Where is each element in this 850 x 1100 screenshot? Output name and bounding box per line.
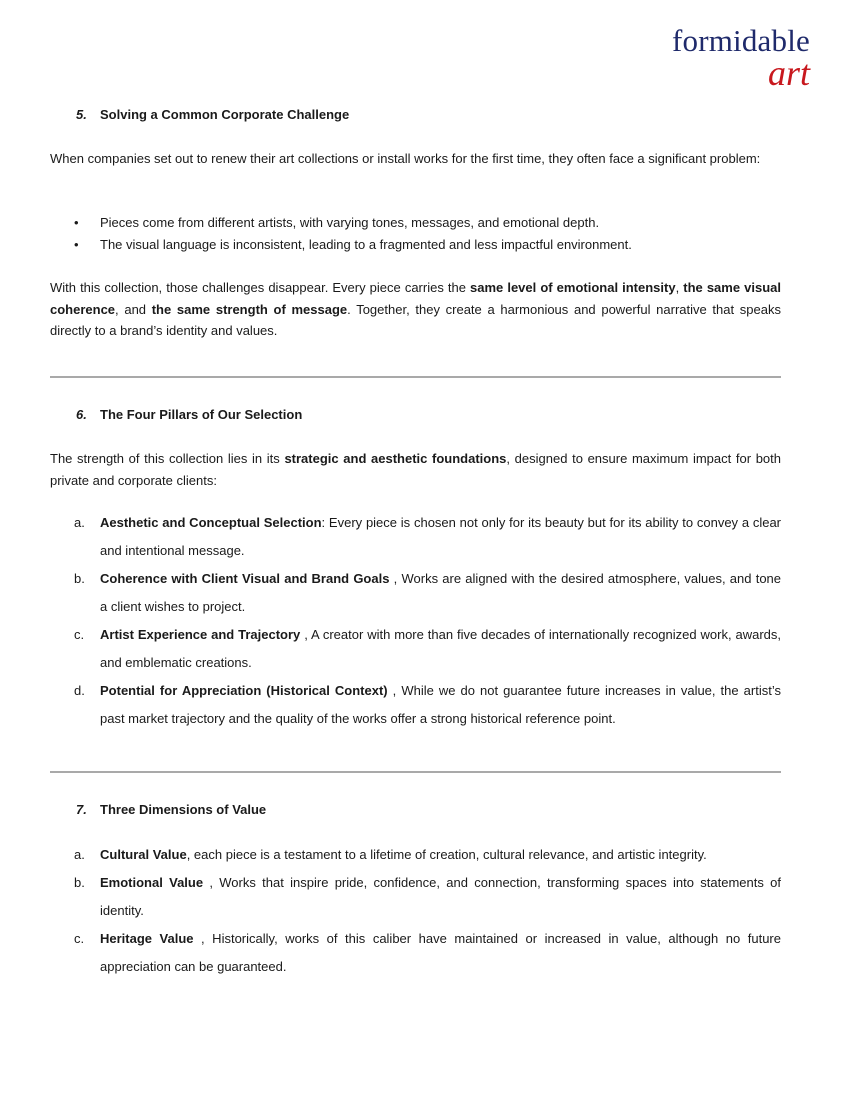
section-5-title: Solving a Common Corporate Challenge xyxy=(100,107,350,122)
list-letter: b. xyxy=(74,875,85,890)
list-item-title: Cultural Value xyxy=(100,847,187,862)
section-7-number: 7. xyxy=(76,802,87,817)
section-6-pillars-list xyxy=(50,509,781,733)
section-5-intro: When companies set out to renew their art collections or install works for the first time, they often face a significant problem: xyxy=(50,151,761,166)
logo-text-top: formidable xyxy=(671,23,810,58)
list-item-text: , A creator with more than five decades of internationally recognized work, awards, and emblematic creations. xyxy=(100,627,781,670)
list-letter: d. xyxy=(74,683,85,698)
section-6-intro: The strength of this collection lies in its strategic and aesthetic foundations, designed to ensure maximum impact for both private and corporate clients: xyxy=(50,451,782,488)
section-5-number: 5. xyxy=(76,107,87,122)
list-item xyxy=(50,509,781,565)
list-item-title: Potential for Appreciation (Historical Context) xyxy=(100,683,388,698)
list-item xyxy=(50,621,781,677)
bullet-icon: • xyxy=(74,236,79,252)
logo-text-bottom: art xyxy=(767,53,810,93)
emphasis: the same strength of message xyxy=(151,301,348,317)
section-7-heading xyxy=(76,802,266,817)
section-5-heading xyxy=(76,107,349,122)
list-item-title: Emotional Value xyxy=(100,875,204,890)
list-item xyxy=(50,234,781,256)
list-item xyxy=(50,925,781,981)
section-5-bullet-list xyxy=(50,212,781,255)
list-letter: c. xyxy=(74,627,85,642)
bullet-icon: • xyxy=(74,215,79,230)
list-item xyxy=(50,869,781,925)
section-6-number: 6. xyxy=(76,407,87,422)
brand-logo xyxy=(671,23,810,93)
list-item-text: : Every piece is chosen not only for its beauty but for its ability to convey a clear and intentional message. xyxy=(100,515,782,558)
list-letter: b. xyxy=(74,571,85,586)
list-letter: a. xyxy=(74,847,85,862)
list-item xyxy=(50,841,781,869)
list-item-title: Artist Experience and Trajectory xyxy=(100,627,301,642)
list-item xyxy=(50,212,781,234)
list-letter: a. xyxy=(74,515,85,530)
list-item-text: , Historically, works of this caliber have maintained or increased in value, although no future appreciation can be guaranteed. xyxy=(100,931,781,974)
list-item-text: , While we do not guarantee future increases in value, the artist’s past market trajectory and the quality of the works offer a strong historical reference point. xyxy=(100,683,781,726)
list-item-text: , each piece is a testament to a lifetime of creation, cultural relevance, and artistic integrity. xyxy=(186,847,707,862)
section-7-values-list xyxy=(50,841,781,981)
list-item-title: Aesthetic and Conceptual Selection xyxy=(100,515,322,530)
list-item-text: Pieces come from different artists, with varying tones, messages, and emotional depth. xyxy=(100,215,600,230)
list-item xyxy=(50,565,781,621)
list-item-text: , Works that inspire pride, confidence, and connection, transforming spaces into statements of identity. xyxy=(100,875,781,918)
list-item-title: Heritage Value xyxy=(100,931,194,946)
list-item-text: The visual language is inconsistent, leading to a fragmented and less impactful environment. xyxy=(100,236,632,252)
section-6-heading xyxy=(76,407,302,422)
emphasis: same level of emotional intensity xyxy=(470,280,676,295)
list-item-title: Coherence with Client Visual and Brand Goals xyxy=(100,571,390,586)
list-letter: c. xyxy=(74,931,85,946)
section-5-closing: With this collection, those challenges disappear. Every piece carries the same level of emotional intensity, the same visual coherence, and the same strength of message. Together, they create a harmonious and powerful narrative that speaks directly to a brand’s identity and values. xyxy=(50,280,781,338)
list-item xyxy=(50,677,781,733)
section-7-title: Three Dimensions of Value xyxy=(100,802,267,817)
section-divider xyxy=(50,376,781,378)
section-6-title: The Four Pillars of Our Selection xyxy=(100,407,303,422)
section-divider xyxy=(50,771,781,773)
list-item-text: , Works are aligned with the desired atmosphere, values, and tone a client wishes to project. xyxy=(100,571,782,614)
emphasis: the same visual coherence xyxy=(50,280,781,317)
emphasis: strategic and aesthetic foundations xyxy=(284,451,507,466)
